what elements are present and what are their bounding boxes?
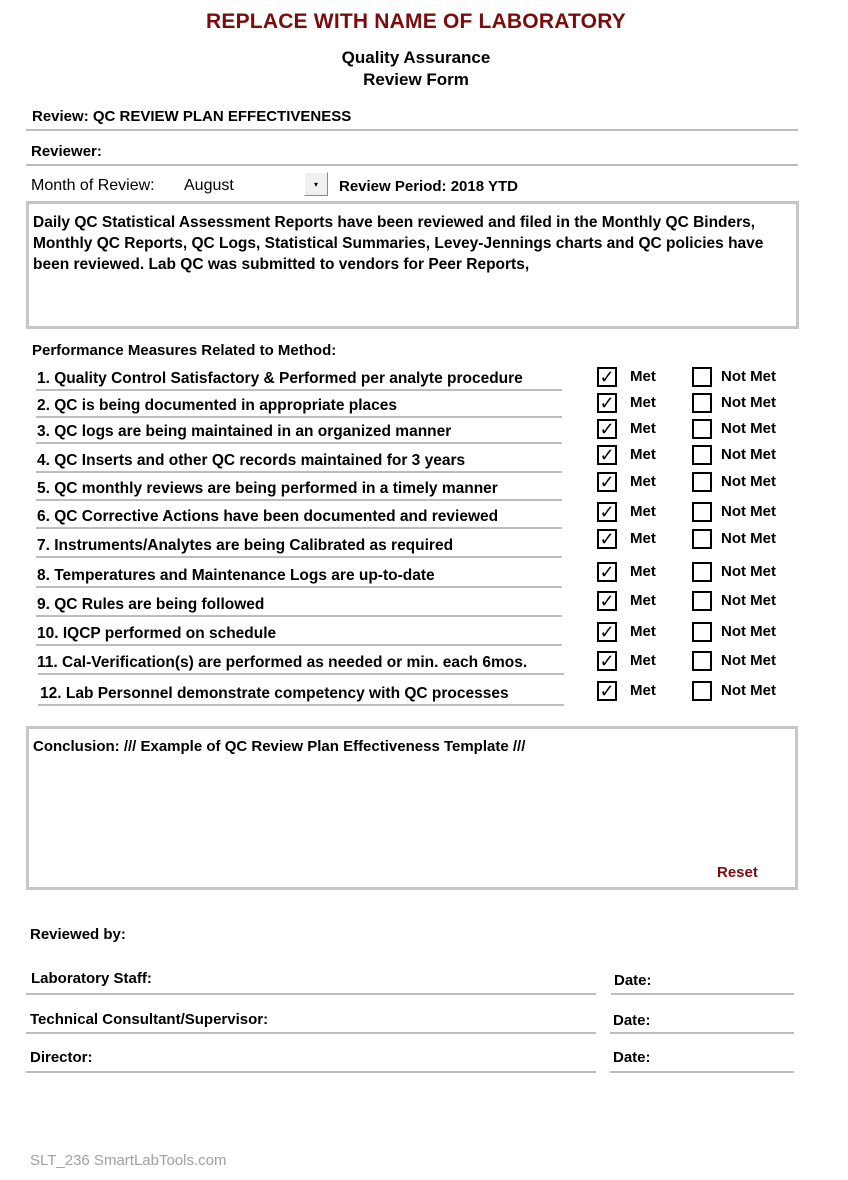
summary-textarea[interactable] [26,201,799,329]
measure-divider [36,442,562,444]
not-met-label: Not Met [721,592,776,609]
met-label: Met [630,623,656,640]
met-label: Met [630,368,656,385]
subtitle-line-2: Review Form [363,70,469,89]
checkmark-icon: ✓ [599,529,615,549]
checkmark-icon: ✓ [599,502,615,522]
not-met-label: Not Met [721,473,776,490]
measure-label: 2. QC is being documented in appropriate places [37,397,398,414]
measure-label: 6. QC Corrective Actions have been documented and reviewed [37,508,499,525]
conclusion-text: Conclusion: /// Example of QC Review Plan Effectiveness Template /// [33,738,526,755]
met-label: Met [630,503,656,520]
form-subtitle [0,47,832,91]
not-met-checkbox[interactable] [692,591,712,611]
not-met-label: Not Met [721,394,776,411]
lab-staff-line [26,993,596,995]
performance-measures-heading: Performance Measures Related to Method: [32,342,337,359]
checkmark-icon: ✓ [599,562,615,582]
not-met-checkbox[interactable] [692,622,712,642]
checkmark-icon: ✓ [599,393,615,413]
not-met-checkbox[interactable] [692,367,712,387]
checkmark-icon: ✓ [599,681,615,701]
not-met-checkbox[interactable] [692,681,712,701]
not-met-label: Not Met [721,420,776,437]
measure-divider [36,556,562,558]
tech-consultant-date-line [610,1032,794,1034]
not-met-checkbox[interactable] [692,562,712,582]
tech-consultant-signature-field[interactable]: Technical Consultant/Supervisor: [30,1011,269,1028]
reviewed-by-heading: Reviewed by: [30,926,126,943]
director-date-field[interactable]: Date: [613,1049,651,1066]
met-checkbox[interactable] [597,622,617,642]
checkmark-icon: ✓ [599,445,615,465]
review-divider [26,129,798,131]
measure-label: 12. Lab Personnel demonstrate competency with QC processes [40,685,509,702]
not-met-checkbox[interactable] [692,529,712,549]
not-met-label: Not Met [721,682,776,699]
not-met-label: Not Met [721,652,776,669]
met-label: Met [630,473,656,490]
reset-button[interactable]: Reset [717,864,758,881]
met-checkbox[interactable] [597,419,617,439]
met-label: Met [630,394,656,411]
tech-consultant-date-field[interactable]: Date: [613,1012,651,1029]
checkmark-icon: ✓ [599,472,615,492]
measure-label: 7. Instruments/Analytes are being Calibrated as required [37,537,454,554]
not-met-checkbox[interactable] [692,445,712,465]
not-met-checkbox[interactable] [692,472,712,492]
met-checkbox[interactable] [597,445,617,465]
not-met-checkbox[interactable] [692,502,712,522]
not-met-checkbox[interactable] [692,651,712,671]
checkmark-icon: ✓ [599,367,615,387]
met-checkbox[interactable] [597,529,617,549]
month-dropdown-button[interactable] [304,172,328,196]
measure-divider [36,499,562,501]
measure-label: 9. QC Rules are being followed [37,596,265,613]
checkmark-icon: ✓ [599,419,615,439]
met-label: Met [630,446,656,463]
not-met-label: Not Met [721,368,776,385]
measure-label: 1. Quality Control Satisfactory & Performed per analyte procedure [37,370,523,387]
not-met-label: Not Met [721,503,776,520]
checkmark-icon: ✓ [599,622,615,642]
measure-divider [36,471,562,473]
review-period-field[interactable]: Review Period: 2018 YTD [339,178,518,195]
met-checkbox[interactable] [597,591,617,611]
measure-label: 10. IQCP performed on schedule [37,625,277,642]
measure-label: 11. Cal-Verification(s) are performed as needed or min. each 6mos. [37,654,528,671]
not-met-label: Not Met [721,446,776,463]
not-met-label: Not Met [721,563,776,580]
not-met-label: Not Met [721,530,776,547]
footer-credit: SLT_236 SmartLabTools.com [30,1152,227,1169]
not-met-checkbox[interactable] [692,393,712,413]
measure-divider [38,673,564,675]
measure-label: 3. QC logs are being maintained in an organized manner [37,423,452,440]
checkmark-icon: ✓ [599,651,615,671]
measure-label: 5. QC monthly reviews are being performed in a timely manner [37,480,498,497]
conclusion-textarea[interactable] [26,726,798,890]
measure-divider [36,527,562,529]
director-date-line [610,1071,794,1073]
lab-staff-date-field[interactable]: Date: [614,972,652,989]
met-checkbox[interactable] [597,681,617,701]
not-met-label: Not Met [721,623,776,640]
checkmark-icon: ✓ [599,591,615,611]
summary-text: Daily QC Statistical Assessment Reports have been reviewed and filed in the Monthly QC Binders, Monthly QC Reports, QC Logs, Statistical Summaries, Levey-Jennings charts and QC policies have been reviewed. Lab QC was submitted to vendors for Peer Reports, [33,214,764,273]
measure-divider [36,416,562,418]
month-of-review-label: Month of Review: [31,177,155,194]
lab-staff-date-line [611,993,794,995]
reviewer-label: Reviewer: [31,143,102,160]
month-of-review-select[interactable]: August [184,177,234,194]
met-checkbox[interactable] [597,472,617,492]
reviewer-input[interactable] [120,140,790,162]
met-label: Met [630,420,656,437]
measure-divider [38,704,564,706]
met-label: Met [630,652,656,669]
met-checkbox[interactable] [597,393,617,413]
tech-consultant-line [26,1032,596,1034]
met-checkbox[interactable] [597,502,617,522]
met-label: Met [630,682,656,699]
measure-divider [36,586,562,588]
subtitle-line-1: Quality Assurance [341,48,491,67]
lab-name-title: REPLACE WITH NAME OF LABORATORY [206,10,626,33]
review-title-field[interactable]: Review: QC REVIEW PLAN EFFECTIVENESS [32,108,352,125]
met-label: Met [630,530,656,547]
met-checkbox[interactable] [597,367,617,387]
director-signature-field[interactable]: Director: [30,1049,93,1066]
director-line [26,1071,596,1073]
lab-staff-signature-field[interactable]: Laboratory Staff: [31,970,152,987]
met-label: Met [630,592,656,609]
met-label: Met [630,563,656,580]
measure-label: 8. Temperatures and Maintenance Logs are up-to-date [37,567,435,584]
not-met-checkbox[interactable] [692,419,712,439]
measure-divider [36,615,562,617]
measure-label: 4. QC Inserts and other QC records maintained for 3 years [37,452,466,469]
measure-divider [36,389,562,391]
chevron-down-icon: ▾ [313,179,318,189]
reviewer-divider [26,164,798,166]
measure-divider [36,644,562,646]
met-checkbox[interactable] [597,651,617,671]
met-checkbox[interactable] [597,562,617,582]
